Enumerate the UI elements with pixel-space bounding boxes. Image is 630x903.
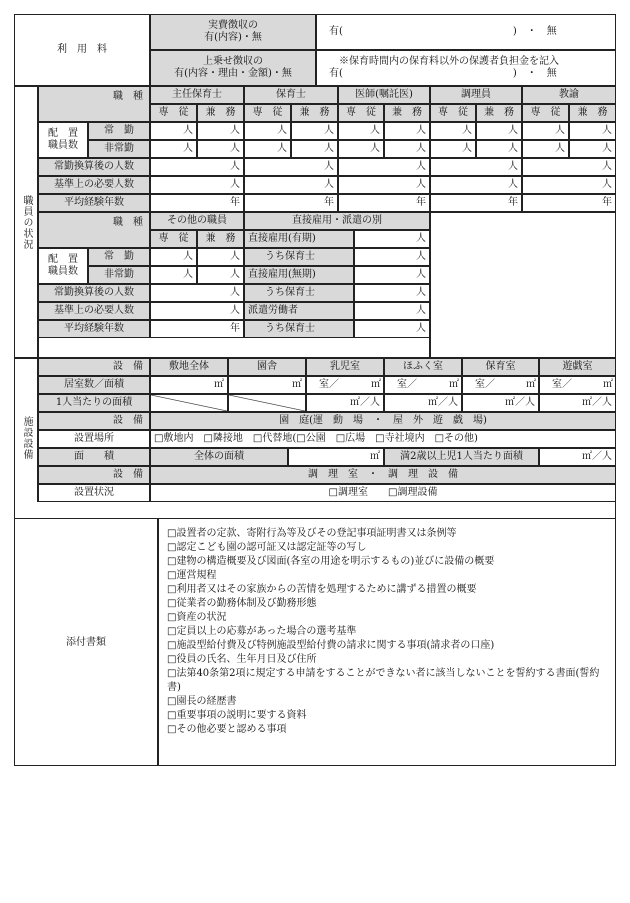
kijun-cell[interactable]: 人 bbox=[244, 176, 338, 194]
keiken-cell[interactable]: 年 bbox=[430, 194, 522, 212]
kansan-cell[interactable]: 人 bbox=[150, 158, 244, 176]
playroom-per-child-cell[interactable]: ㎡／人 bbox=[539, 394, 616, 412]
kijun-cell[interactable]: 人 bbox=[430, 176, 522, 194]
keiken-cell[interactable]: 年 bbox=[522, 194, 616, 212]
area-label: 面 積 bbox=[38, 448, 150, 466]
employ-fixed-label: 直接雇用(有期) bbox=[244, 230, 354, 248]
other-keiken-cell[interactable]: 年 bbox=[150, 320, 244, 338]
employ-title: 直接雇用・派遣の別 bbox=[244, 212, 430, 230]
role-doctor: 医師(嘱託医) bbox=[338, 86, 430, 104]
kansan-cell[interactable]: 人 bbox=[430, 158, 522, 176]
site-per-child-na bbox=[150, 394, 228, 412]
infant-room-area-cell[interactable]: 室／ ㎡ bbox=[306, 376, 384, 394]
employ-dispatch-label: 派遣労働者 bbox=[244, 302, 354, 320]
infant-per-child-cell[interactable]: ㎡／人 bbox=[306, 394, 384, 412]
role-chief-nurse: 主任保育士 bbox=[150, 86, 244, 104]
attachment-item[interactable]: □資産の状況 bbox=[167, 612, 227, 623]
kijun-label: 基準上の必要人数 bbox=[38, 176, 150, 194]
kijun-label-2: 基準上の必要人数 bbox=[38, 302, 150, 320]
role-teacher: 教諭 bbox=[522, 86, 616, 104]
kansan-label: 常勤換算後の人数 bbox=[38, 158, 150, 176]
haichi-label: 配 置 職員数 bbox=[38, 122, 88, 158]
other-kijun-cell[interactable]: 人 bbox=[150, 302, 244, 320]
hijokin-cell[interactable]: 人 bbox=[522, 140, 569, 158]
senju-header: 専 従 bbox=[150, 230, 197, 248]
jokin-cell[interactable]: 人 bbox=[384, 122, 430, 140]
kitchen-title: 調 理 室 ・ 調 理 設 備 bbox=[150, 466, 616, 484]
hijokin-cell[interactable]: 人 bbox=[430, 140, 476, 158]
attachment-item[interactable]: □法第40条第2項に規定する申請をすることができない者に該当しないことを誓約する書面(誓約書) bbox=[167, 668, 600, 693]
total-area-label: 全体の面積 bbox=[150, 448, 288, 466]
extra-cost-value[interactable]: 有( ) ・ 無 bbox=[329, 68, 557, 79]
jokin-cell[interactable]: 人 bbox=[476, 122, 522, 140]
kenmu-header: 兼 務 bbox=[476, 104, 522, 122]
actual-cost-label: 実費徴収の 有(内容)・無 bbox=[150, 14, 316, 50]
actual-cost-value[interactable]: 有( ) ・ 無 bbox=[316, 14, 616, 50]
staff-blank-area bbox=[430, 212, 616, 358]
keiken-label: 平均経験年数 bbox=[38, 194, 150, 212]
facility-section-label: 施設設備 bbox=[14, 358, 38, 518]
employ-permanent-cell[interactable]: 人 bbox=[354, 266, 430, 284]
nursery-room-area-cell[interactable]: 室／ ㎡ bbox=[462, 376, 539, 394]
attachment-item[interactable]: □運営規程 bbox=[167, 570, 217, 581]
age2-area-label: 満2歳以上児1人当たり面積 bbox=[384, 448, 539, 466]
col-site: 敷地全体 bbox=[150, 358, 228, 376]
hijokin-label-2: 非常勤 bbox=[88, 266, 150, 284]
extra-cost-label: 上乗せ徴収の 有(内容・理由・金額)・無 bbox=[150, 50, 316, 86]
kenmu-header: 兼 務 bbox=[197, 104, 244, 122]
kenmu-header: 兼 務 bbox=[291, 104, 338, 122]
setchi-options[interactable]: □調理室 □調理設備 bbox=[150, 484, 616, 502]
jokin-cell[interactable]: 人 bbox=[197, 122, 244, 140]
kenmu-header: 兼 務 bbox=[569, 104, 616, 122]
senju-header: 専 従 bbox=[522, 104, 569, 122]
hijokin-cell[interactable]: 人 bbox=[476, 140, 522, 158]
other-jokin-cell[interactable]: 人 bbox=[150, 248, 197, 266]
attachment-item[interactable]: □重要事項の説明に要する資料 bbox=[167, 710, 307, 721]
attachment-item[interactable]: □施設型給付費及び特例施設型給付費の請求に関する事項(請求者の口座) bbox=[167, 640, 495, 651]
jokin-cell[interactable]: 人 bbox=[522, 122, 569, 140]
jokin-label-2: 常 勤 bbox=[88, 248, 150, 266]
kijun-cell[interactable]: 人 bbox=[150, 176, 244, 194]
attachment-item[interactable]: □その他必要と認める事項 bbox=[167, 724, 287, 735]
hijokin-cell[interactable]: 人 bbox=[244, 140, 291, 158]
jokin-cell[interactable]: 人 bbox=[150, 122, 197, 140]
employ-dispatch-cell[interactable]: 人 bbox=[354, 302, 430, 320]
playroom-area-cell[interactable]: 室／ ㎡ bbox=[539, 376, 616, 394]
attachment-item[interactable]: □定員以上の応募があった場合の選考基準 bbox=[167, 626, 357, 637]
room-area-label: 居室数／面積 bbox=[38, 376, 150, 394]
hijokin-cell[interactable]: 人 bbox=[150, 140, 197, 158]
extra-cost-note: ※保育時間内の保育料以外の保護者負担金を記入 bbox=[339, 56, 559, 67]
role-nurse: 保育士 bbox=[244, 86, 338, 104]
senju-header: 専 従 bbox=[244, 104, 291, 122]
yard-setsubi-label: 設 備 bbox=[38, 412, 150, 430]
hijokin-label: 非常勤 bbox=[88, 140, 150, 158]
jokin-label: 常 勤 bbox=[88, 122, 150, 140]
kansan-label-2: 常勤換算後の人数 bbox=[38, 284, 150, 302]
employ-permanent-nurse-cell[interactable]: 人 bbox=[354, 284, 430, 302]
kansan-cell[interactable]: 人 bbox=[338, 158, 430, 176]
attachment-item[interactable]: □園長の経歴書 bbox=[167, 696, 237, 707]
employ-fixed-nurse-cell[interactable]: 人 bbox=[354, 248, 430, 266]
setchi-label: 設置状況 bbox=[38, 484, 150, 502]
senju-header: 専 従 bbox=[338, 104, 384, 122]
employ-dispatch-nurse-label: うち保育士 bbox=[244, 320, 354, 338]
employ-fixed-cell[interactable]: 人 bbox=[354, 230, 430, 248]
staff-shokushu-label-2: 職 種 bbox=[38, 212, 150, 248]
keiken-label-2: 平均経験年数 bbox=[38, 320, 150, 338]
facility-setsubi-label: 設 備 bbox=[38, 358, 150, 376]
kijun-cell[interactable]: 人 bbox=[338, 176, 430, 194]
attachments-label: 添付書類 bbox=[14, 518, 158, 766]
employ-permanent-label: 直接雇用(無期) bbox=[244, 266, 354, 284]
crawling-room-area-cell[interactable]: 室／ ㎡ bbox=[384, 376, 462, 394]
fee-title: 利 用 料 bbox=[14, 14, 150, 86]
staff-blank-bottom bbox=[38, 338, 430, 358]
keiken-cell[interactable]: 年 bbox=[244, 194, 338, 212]
attachment-item[interactable]: □役員の氏名、生年月日及び住所 bbox=[167, 654, 317, 665]
location-options[interactable]: □敷地内 □隣接地 □代替地(□公園 □広場 □寺社境内 □その他) bbox=[150, 430, 616, 448]
crawling-per-child-cell[interactable]: ㎡／人 bbox=[384, 394, 462, 412]
facility-spacer bbox=[14, 502, 616, 518]
keiken-cell[interactable]: 年 bbox=[150, 194, 244, 212]
haichi-label-2: 配 置 職員数 bbox=[38, 248, 88, 284]
location-label: 設置場所 bbox=[38, 430, 150, 448]
role-other: その他の職員 bbox=[150, 212, 244, 230]
attachment-item[interactable]: □利用者又はその家族からの苦情を処理するために講ずる措置の概要 bbox=[167, 584, 477, 595]
jokin-cell[interactable]: 人 bbox=[430, 122, 476, 140]
staff-shokushu-label: 職 種 bbox=[38, 86, 150, 122]
hijokin-cell[interactable]: 人 bbox=[197, 140, 244, 158]
role-cook: 調理員 bbox=[430, 86, 522, 104]
hijokin-cell[interactable]: 人 bbox=[338, 140, 384, 158]
col-building: 園舎 bbox=[228, 358, 306, 376]
employ-permanent-nurse-label: うち保育士 bbox=[244, 284, 354, 302]
col-infant-room: 乳児室 bbox=[306, 358, 384, 376]
jokin-cell[interactable]: 人 bbox=[338, 122, 384, 140]
hijokin-cell[interactable]: 人 bbox=[384, 140, 430, 158]
per-child-label: 1人当たりの面積 bbox=[38, 394, 150, 412]
other-kansan-cell[interactable]: 人 bbox=[150, 284, 244, 302]
building-per-child-na bbox=[228, 394, 306, 412]
site-area-cell[interactable]: ㎡ bbox=[150, 376, 228, 394]
other-jokin-cell[interactable]: 人 bbox=[197, 248, 244, 266]
other-hijokin-cell[interactable]: 人 bbox=[197, 266, 244, 284]
extra-cost-cell[interactable] bbox=[316, 50, 616, 86]
nursery-per-child-cell[interactable]: ㎡／人 bbox=[462, 394, 539, 412]
col-nursery-room: 保育室 bbox=[462, 358, 539, 376]
jokin-cell[interactable]: 人 bbox=[244, 122, 291, 140]
jokin-cell[interactable]: 人 bbox=[291, 122, 338, 140]
senju-header: 専 従 bbox=[150, 104, 197, 122]
col-crawling-room: ほふく室 bbox=[384, 358, 462, 376]
hijokin-cell[interactable]: 人 bbox=[291, 140, 338, 158]
total-area-cell[interactable]: ㎡ bbox=[288, 448, 384, 466]
attachment-item[interactable]: □建物の構造概要及び図面(各室の用途を明示するもの)並びに設備の概要 bbox=[167, 556, 495, 567]
age2-area-cell[interactable]: ㎡／人 bbox=[539, 448, 616, 466]
kenmu-header: 兼 務 bbox=[197, 230, 244, 248]
jokin-cell[interactable]: 人 bbox=[569, 122, 616, 140]
attachment-item[interactable]: □認定こども園の認可証又は認定証等の写し bbox=[167, 542, 367, 553]
kansan-cell[interactable]: 人 bbox=[244, 158, 338, 176]
attachment-item[interactable]: □設置者の定款、寄附行為等及びその登記事項証明書又は条例等 bbox=[167, 528, 457, 539]
keiken-cell[interactable]: 年 bbox=[338, 194, 430, 212]
other-hijokin-cell[interactable]: 人 bbox=[150, 266, 197, 284]
employ-fixed-nurse-label: うち保育士 bbox=[244, 248, 354, 266]
kenmu-header: 兼 務 bbox=[384, 104, 430, 122]
hijokin-cell[interactable]: 人 bbox=[569, 140, 616, 158]
building-area-cell[interactable]: ㎡ bbox=[228, 376, 306, 394]
senju-header: 専 従 bbox=[430, 104, 476, 122]
attachment-item[interactable]: □従業者の勤務体制及び勤務形態 bbox=[167, 598, 317, 609]
attachments-list bbox=[158, 518, 616, 766]
yard-title: 園 庭(運 動 場 ・ 屋 外 遊 戯 場) bbox=[150, 412, 616, 430]
col-playroom: 遊戯室 bbox=[539, 358, 616, 376]
kansan-cell[interactable]: 人 bbox=[522, 158, 616, 176]
application-form bbox=[14, 14, 616, 766]
kitchen-setsubi-label: 設 備 bbox=[38, 466, 150, 484]
staff-section-label: 職員の状況 bbox=[14, 86, 38, 358]
employ-dispatch-nurse-cell[interactable]: 人 bbox=[354, 320, 430, 338]
kijun-cell[interactable]: 人 bbox=[522, 176, 616, 194]
